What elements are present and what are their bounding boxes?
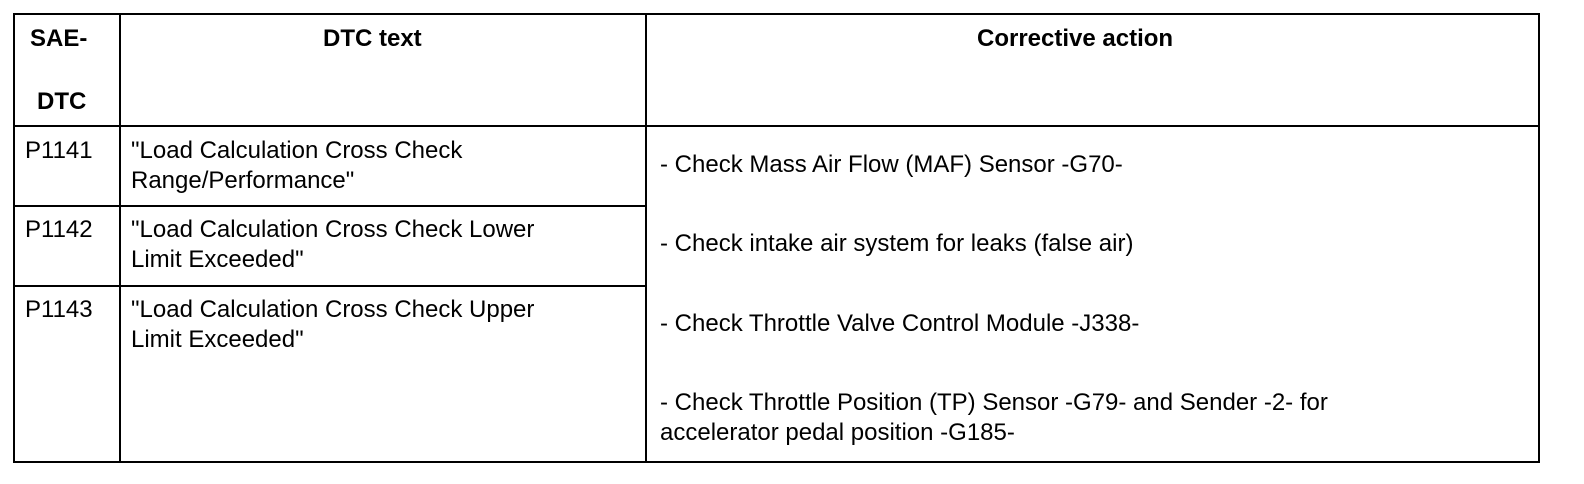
row-2-code: P1142 xyxy=(25,216,93,243)
row-1-code: P1141 xyxy=(25,137,93,164)
header-sae-dtc-line2: DTC xyxy=(37,88,87,115)
action-4-line2: accelerator pedal position -G185- xyxy=(660,419,1015,446)
row-divider-2 xyxy=(13,285,647,287)
row-3-code: P1143 xyxy=(25,296,93,323)
row-divider-1 xyxy=(13,205,647,207)
row-1-text-line2: Range/Performance" xyxy=(131,167,355,194)
action-1: - Check Mass Air Flow (MAF) Sensor -G70- xyxy=(660,151,1123,178)
header-corrective-action: Corrective action xyxy=(977,25,1174,52)
action-2: - Check intake air system for leaks (false air) xyxy=(660,230,1134,257)
action-3: - Check Throttle Valve Control Module -J338- xyxy=(660,310,1140,337)
row-2-text-line2: Limit Exceeded" xyxy=(131,246,304,273)
header-dtc-text: DTC text xyxy=(323,25,422,52)
action-4-line1: - Check Throttle Position (TP) Sensor -G79- and Sender -2- for xyxy=(660,389,1328,416)
header-divider xyxy=(13,125,1540,127)
row-3-text-line2: Limit Exceeded" xyxy=(131,326,304,353)
header-sae-dtc-line1: SAE- xyxy=(30,25,88,52)
row-1-text-line1: "Load Calculation Cross Check xyxy=(131,137,463,164)
col-divider-2 xyxy=(645,13,647,463)
col-divider-1 xyxy=(119,13,121,463)
row-3-text-line1: "Load Calculation Cross Check Upper xyxy=(131,296,535,323)
row-2-text-line1: "Load Calculation Cross Check Lower xyxy=(131,216,535,243)
